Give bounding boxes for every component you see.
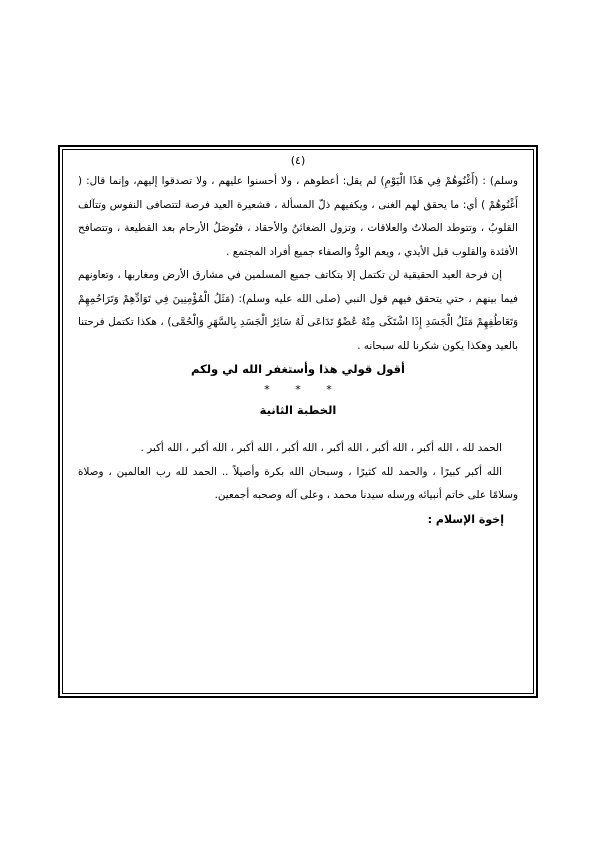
- document-body: [78, 152, 518, 531]
- brothers-heading: إخوة الإسلام :: [427, 512, 504, 526]
- paragraph-charity: وسلم) : (أَغْنُوهُمْ فِي هَذَا الْيَوْمِ) لم يقل: أعطوهم ، ولا أحسنوا عليهم ، ولا تصدقوا إليهم، وإنما قال: ( أَغْنُوهُمْ ) أي: ما يحقق لهم الغنى ، ويكفيهم ذلّ المسألة ، فشعيرة العيد فرصة لتتصافى النفوس وتتآلف القلوبُ ، وتتوطد الصلاتُ والعلاقات ، وتزول الضغائنُ والأحقاد ، فتُوصَلُ الأرحام بعد القطيعة ، وتتصافح الأفئدة والقلوب قبل الأيدي ، ويعم الودُّ والصفاء جميع أفراد المجتمع .: [78, 175, 518, 258]
- closing-line: أقول قولي هذا وأستغفر الله لي ولكم: [190, 362, 405, 376]
- spacer: [78, 421, 518, 437]
- separator-stars: * * *: [264, 383, 332, 396]
- paragraph-unity: إن فرحة العيد الحقيقية لن تكتمل إلا بتكاتف جميع المسلمين في مشارق الأرض ومغاربها ، وتعاونهم فيما بينهم ، حتي يتحقق فيهم قول النبي (صلى الله عليه وسلم): (مَثَلُ الْمُؤْمِنِينَ فِي تَوَادِّهِمْ وَتَرَاحُمِهِمْ وَتَعَاطُفِهِمْ مَثَلُ الْجَسَدِ إِذَا اشْتَكَى مِنْهُ عُضْوٌ تَدَاعَى لَهُ سَائِرُ الْجَسَدِ بِالسَّهَرِ وَالْحُمَّى) ، هكذا تكتمل فرحتنا بالعيد وهكذا يكون شكرنا لله سبحانه .: [78, 269, 518, 352]
- page-number: (٤): [290, 154, 306, 167]
- second-sermon-title: الخطبة الثانية: [259, 403, 337, 417]
- praise-paragraph: الله أكبر كبيرًا ، والحمد لله كثيرًا ، وسبحان الله بكرة وأصيلاً .. الحمد لله رب العالمين ، وصلاة وسلامًا على خاتم أنبيائه ورسله سيدنا محمد ، وعلى آله وصحبه أجمعين.: [78, 465, 518, 501]
- takbir-line: الحمد لله ، الله أكبر ، الله أكبر ، الله أكبر ، الله أكبر ، الله أكبر ، الله أكبر ، الله أكبر .: [140, 442, 502, 454]
